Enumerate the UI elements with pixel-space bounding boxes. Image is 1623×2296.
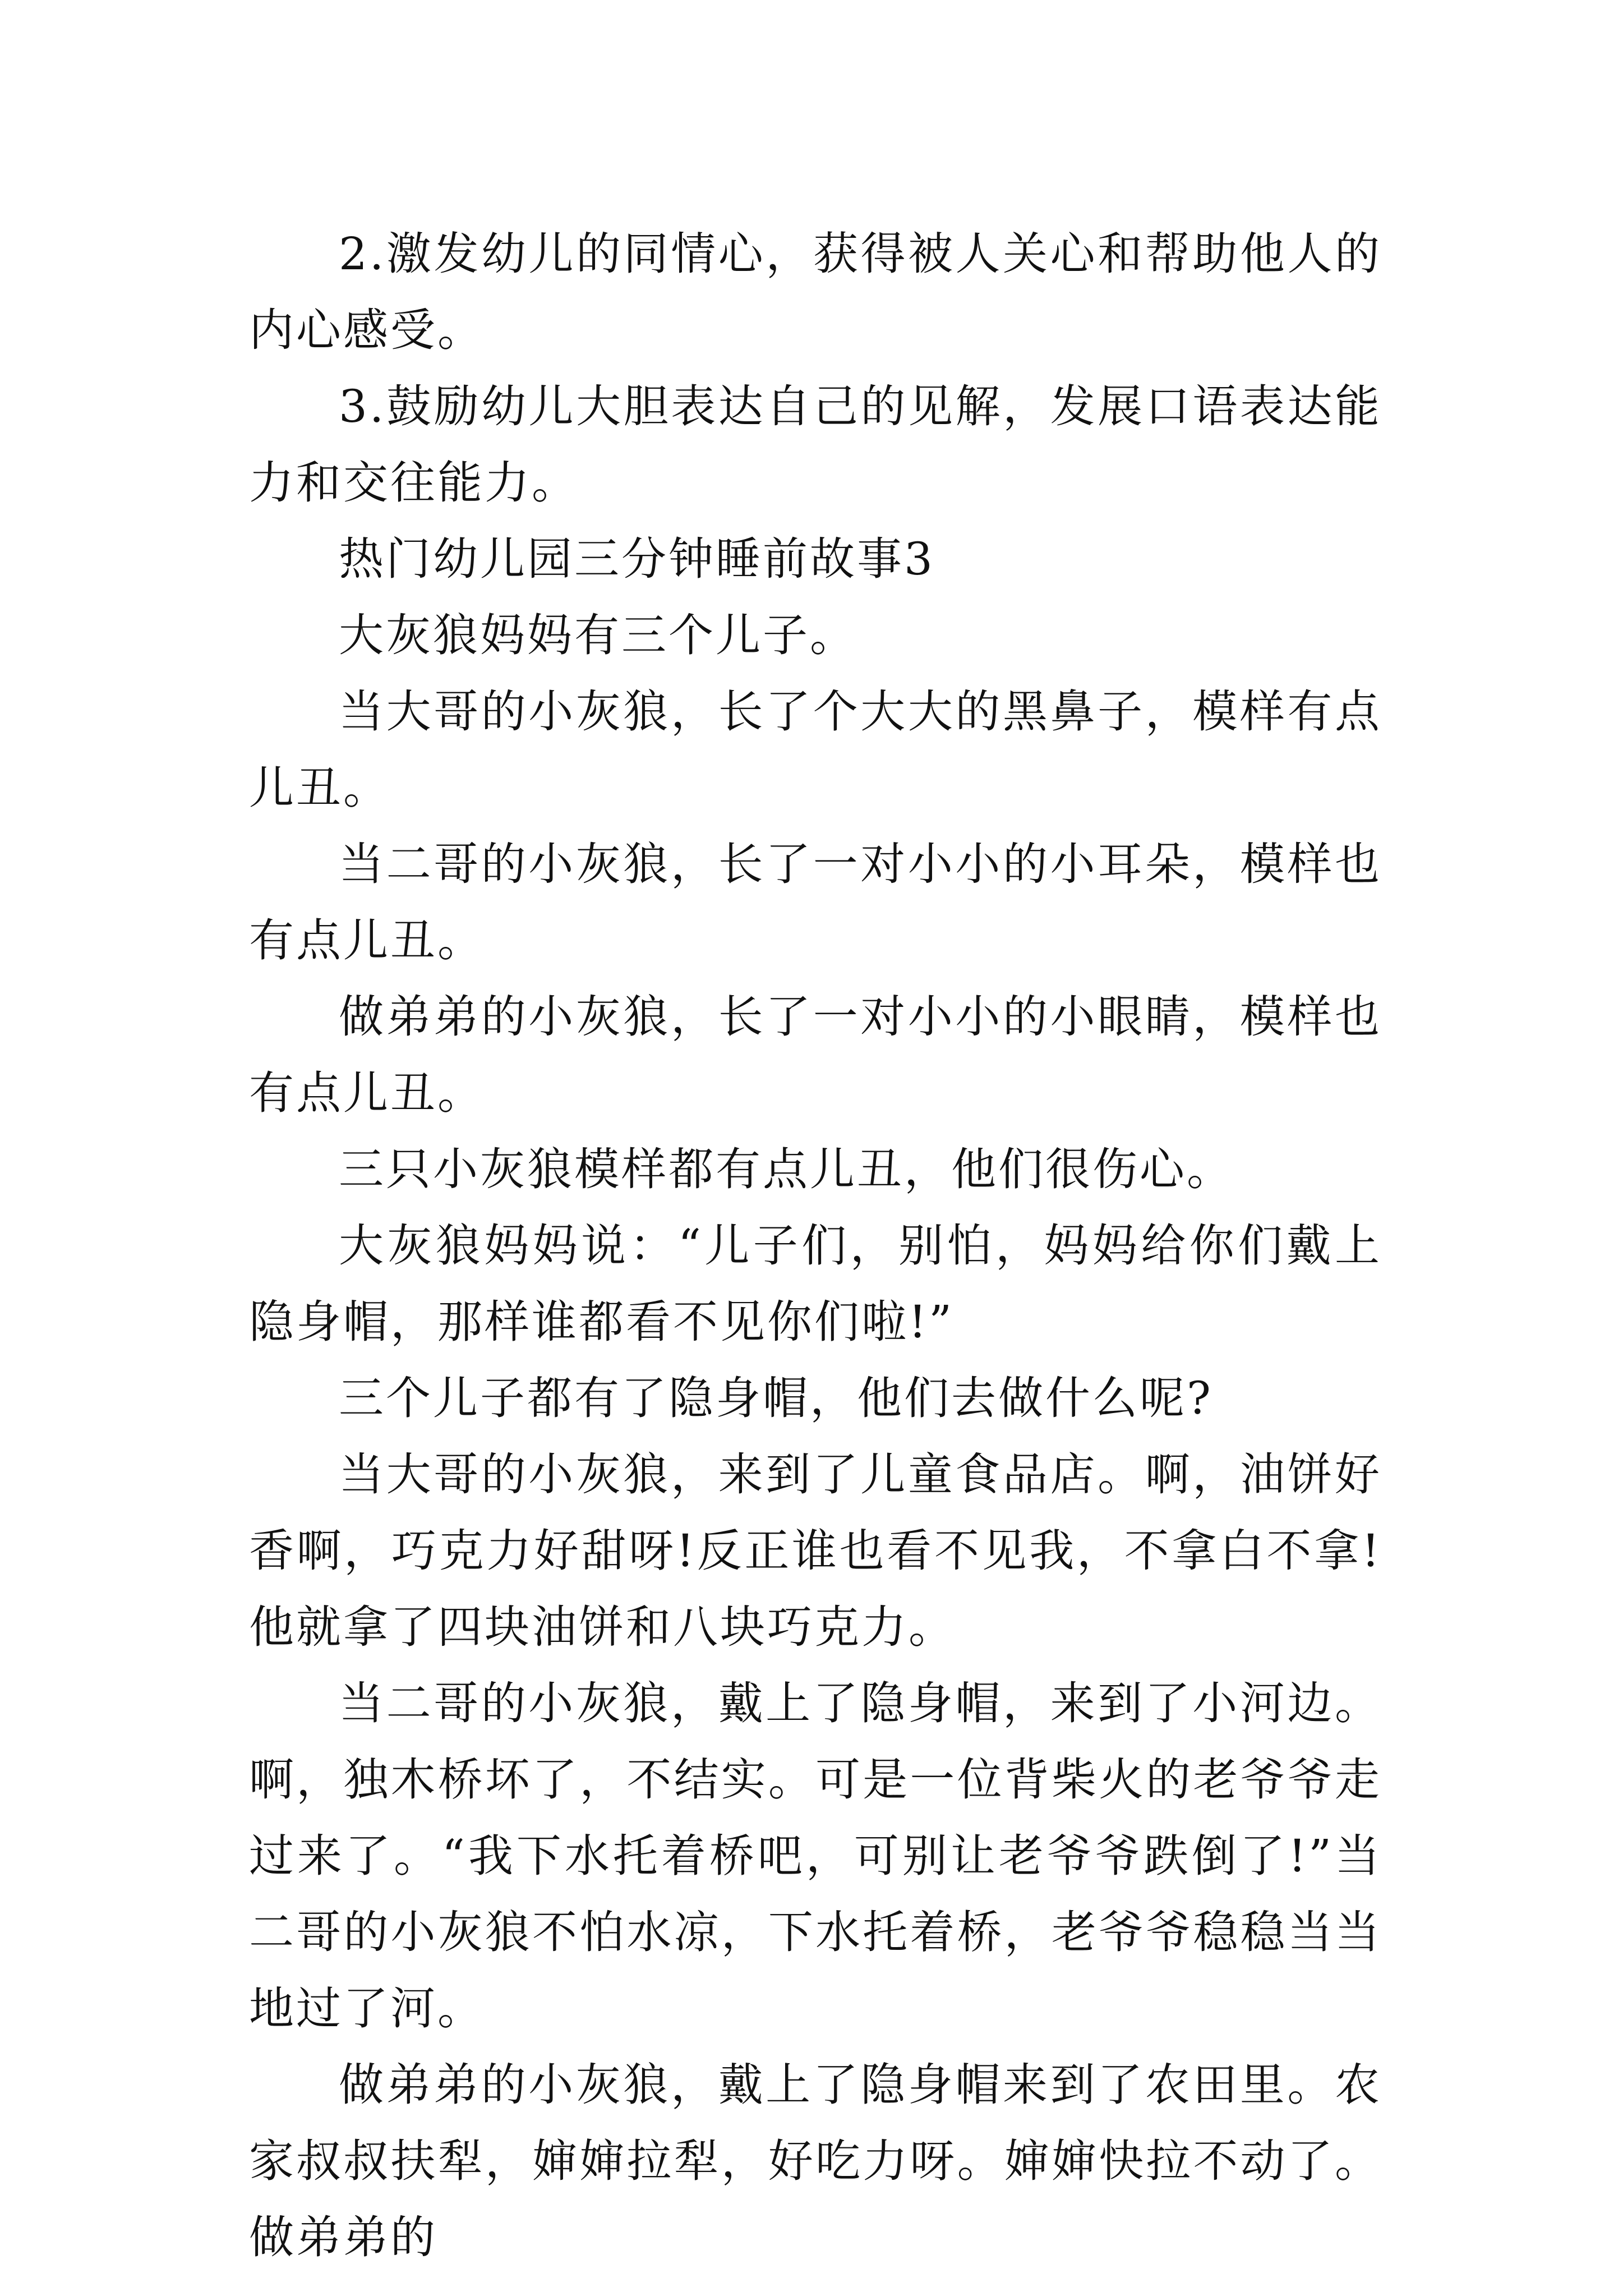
- section-heading: 热门幼儿园三分钟睡前故事3: [339, 533, 935, 585]
- paragraph: 做弟弟的小灰狼，戴上了隐身帽来到了农田里。农家叔叔扶犁，婶婶拉犁，好吃力呀。婶婶快拉不动了。做弟弟的: [249, 2059, 1382, 2263]
- paragraph: 3.鼓励幼儿大胆表达自己的见解，发展口语表达能力和交往能力。: [249, 380, 1382, 509]
- paragraph: 当大哥的小灰狼，来到了儿童食品店。啊，油饼好香啊，巧克力好甜呀!反正谁也看不见我，不拿白不拿!他就拿了四块油饼和八块巧克力。: [249, 1448, 1382, 1653]
- paragraph: 当大哥的小灰狼，长了个大大的黑鼻子，模样有点儿丑。: [249, 685, 1382, 814]
- document-body: [249, 216, 1382, 2276]
- paragraph: 当二哥的小灰狼，戴上了隐身帽，来到了小河边。啊，独木桥坏了，不结实。可是一位背柴火的老爷爷走过来了。“我下水托着桥吧，可别让老爷爷跌倒了!”当二哥的小灰狼不怕水凉，下水托着桥，老爷爷稳稳当当地过了河。: [249, 1677, 1382, 2035]
- paragraph: 大灰狼妈妈说：“儿子们，别怕，妈妈给你们戴上隐身帽，那样谁都看不见你们啦!”: [249, 1220, 1382, 1348]
- paragraph: 三个儿子都有了隐身帽，他们去做什么呢?: [339, 1372, 1213, 1424]
- paragraph: 做弟弟的小灰狼，长了一对小小的小眼睛，模样也有点儿丑。: [249, 991, 1382, 1119]
- paragraph: 当二哥的小灰狼，长了一对小小的小耳朵，模样也有点儿丑。: [249, 838, 1382, 967]
- paragraph: 三只小灰狼模样都有点儿丑，他们很伤心。: [339, 1143, 1234, 1195]
- paragraph: 2.激发幼儿的同情心，获得被人关心和帮助他人的内心感受。: [249, 228, 1382, 356]
- paragraph: 大灰狼妈妈有三个儿子。: [339, 609, 857, 661]
